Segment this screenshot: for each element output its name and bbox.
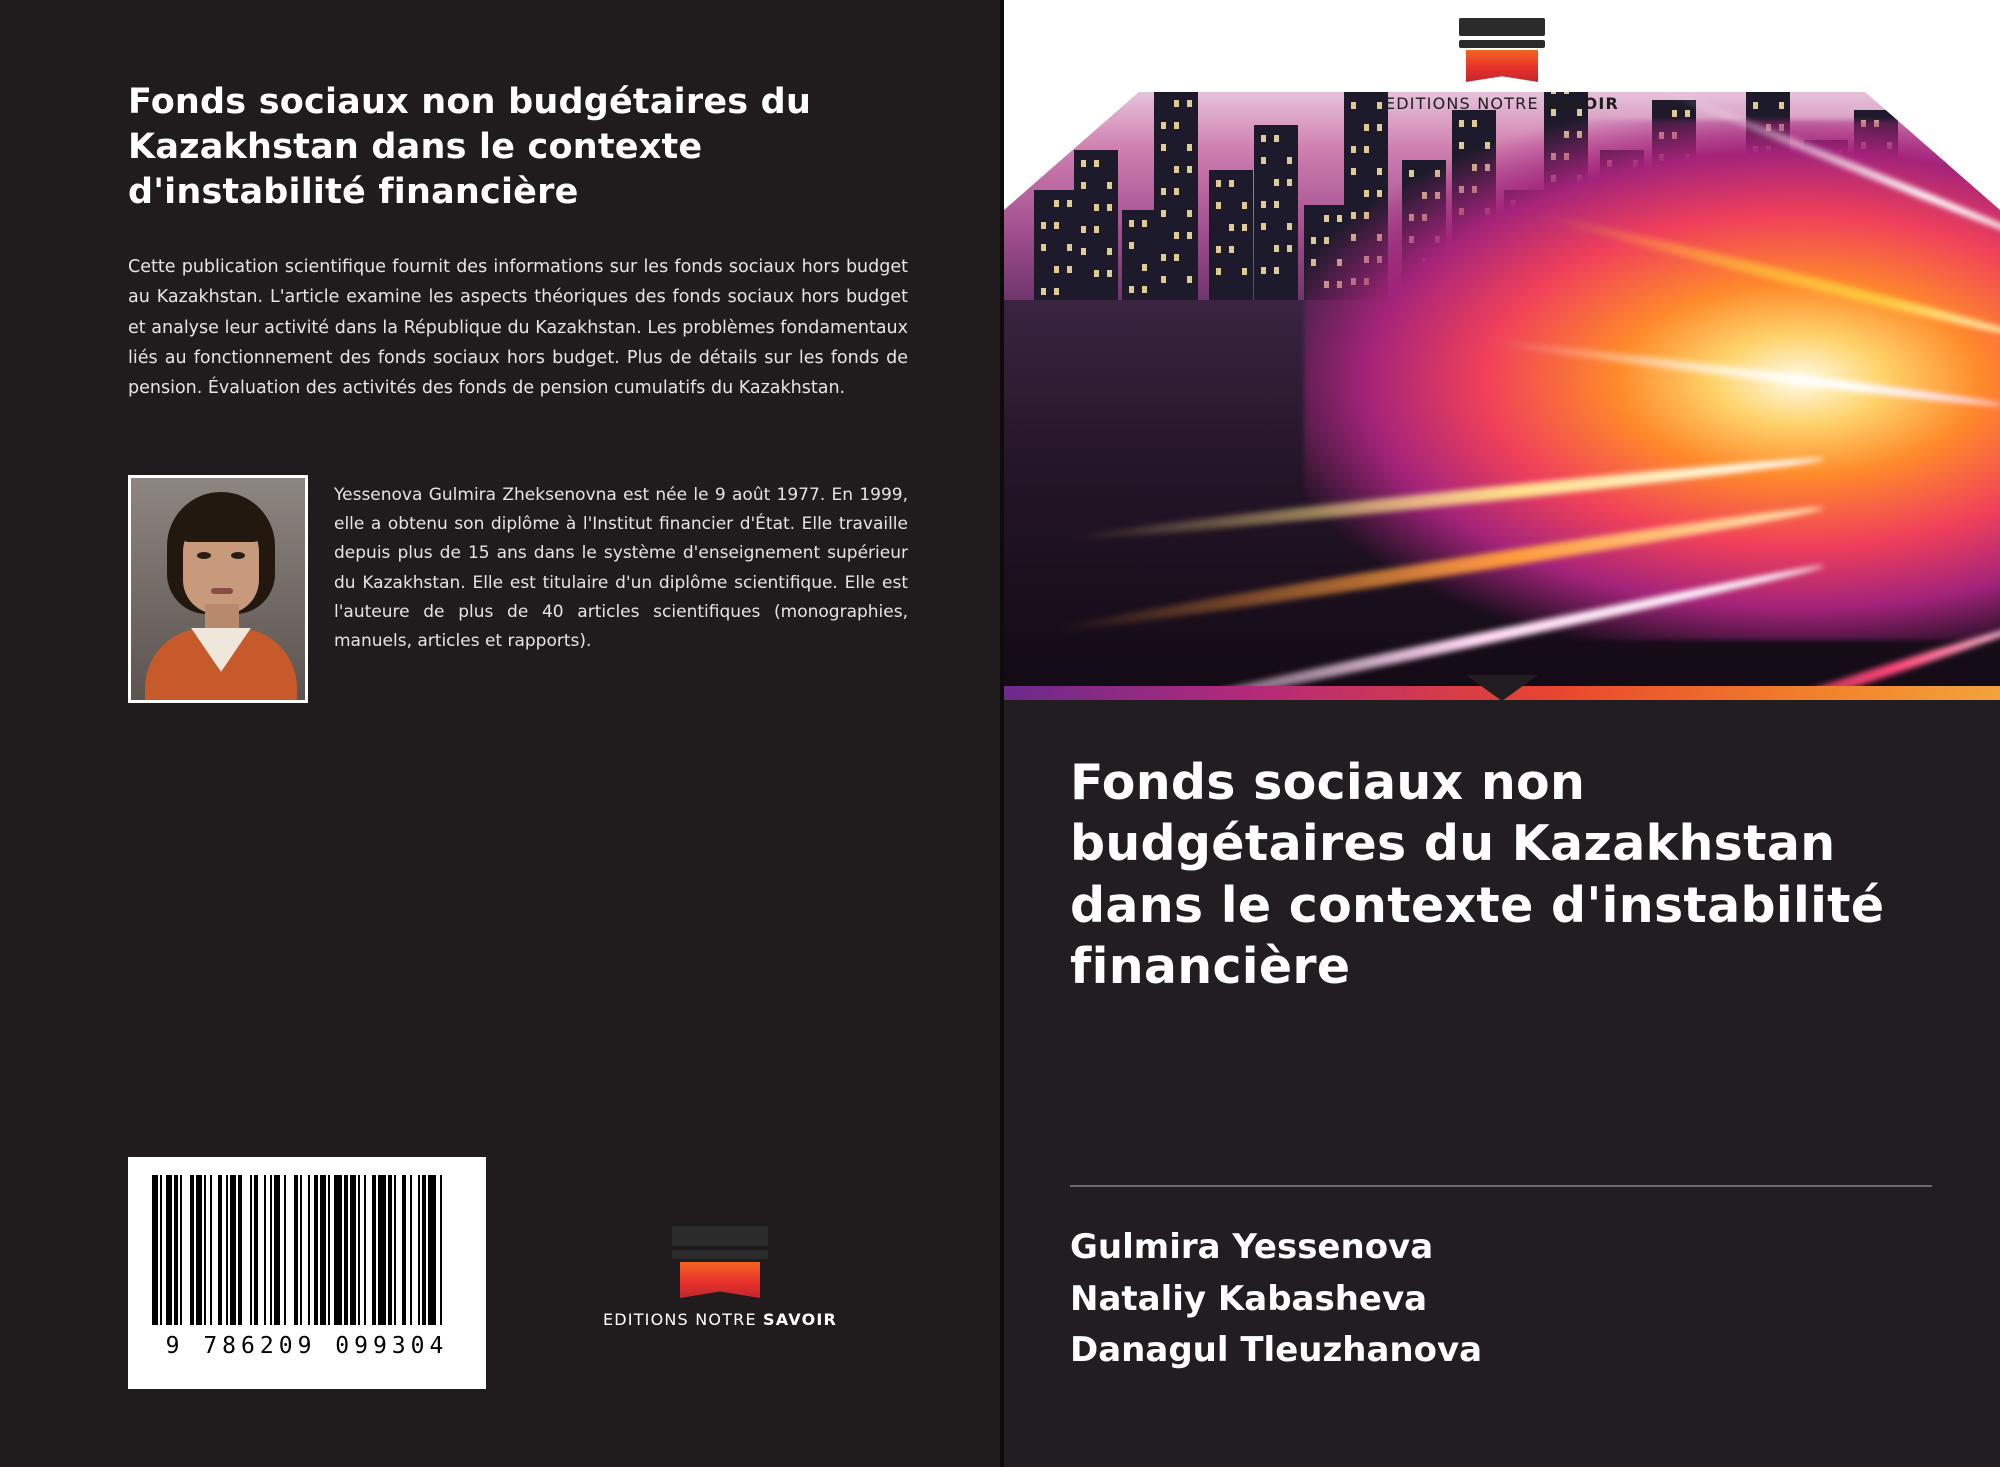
barcode: [128, 1157, 486, 1389]
publisher-name-light: EDITIONS NOTRE: [1384, 94, 1546, 113]
front-cover-authors: [1070, 1222, 1932, 1377]
author-name: Gulmira Yessenova: [1070, 1227, 1434, 1267]
author-name: Danagul Tleuzhanova: [1070, 1330, 1483, 1371]
publisher-logo-back: [600, 1226, 840, 1329]
publisher-name-front: [1004, 94, 2000, 113]
book-abstract: Cette publication scientifique fournit des informations sur les fonds sociaux hors budget au Kazakhstan. L'article examine les aspects théoriques des fonds sociaux hors budget et analyse leur activité dans la République du Kazakhstan. Les problèmes fondamentaux liés au fonctionnement des fonds sociaux hors budget. Plus de détails sur les fonds de pension. Évaluation des activités des fonds de pension cumulatifs du Kazakhstan.: [128, 257, 908, 398]
author-name: Nataliy Kabasheva: [1070, 1278, 1428, 1319]
barcode-icon: [144, 1175, 470, 1325]
publisher-name-back: [600, 1310, 840, 1329]
publisher-name-bold: SAVOIR: [763, 1310, 838, 1329]
cover-hero-image: [1004, 0, 2000, 700]
cover-spine: [1000, 0, 1004, 1467]
author-biography: Yessenova Gulmira Zheksenovna est née le 9 août 1977. En 1999, elle a obtenu son diplôme à l'Institut financier d'État. Elle travaille depuis plus de 15 ans dans le système d'enseignement supérieur du Kazakhstan. Elle est titulaire d'un diplôme scientifique. Elle est l'auteure de plus de 40 articles scientifiques (monographies, manuels, articles et rapports).: [334, 484, 908, 652]
front-cover-panel: [1004, 0, 2000, 1467]
publisher-name-light: EDITIONS NOTRE: [602, 1310, 764, 1329]
publisher-name-bold: SAVOIR: [1545, 94, 1620, 113]
author-photo: [128, 475, 308, 703]
author-block: [128, 475, 908, 703]
barcode-digits: 9 786209 099304: [165, 1333, 449, 1359]
front-cover-title: Fonds sociaux non budgétaires du Kazakhstan dans le contexte d'instabilité financière: [1070, 754, 1885, 995]
back-cover-title: Fonds sociaux non budgétaires du Kazakhstan dans le contexte d'instabilité financière: [128, 82, 812, 212]
divider: [1070, 1185, 1932, 1187]
back-cover-content: [128, 80, 908, 703]
publisher-logo-front: [1004, 18, 2000, 113]
book-logo-icon: [1459, 18, 1545, 82]
book-logo-icon: [672, 1226, 768, 1298]
